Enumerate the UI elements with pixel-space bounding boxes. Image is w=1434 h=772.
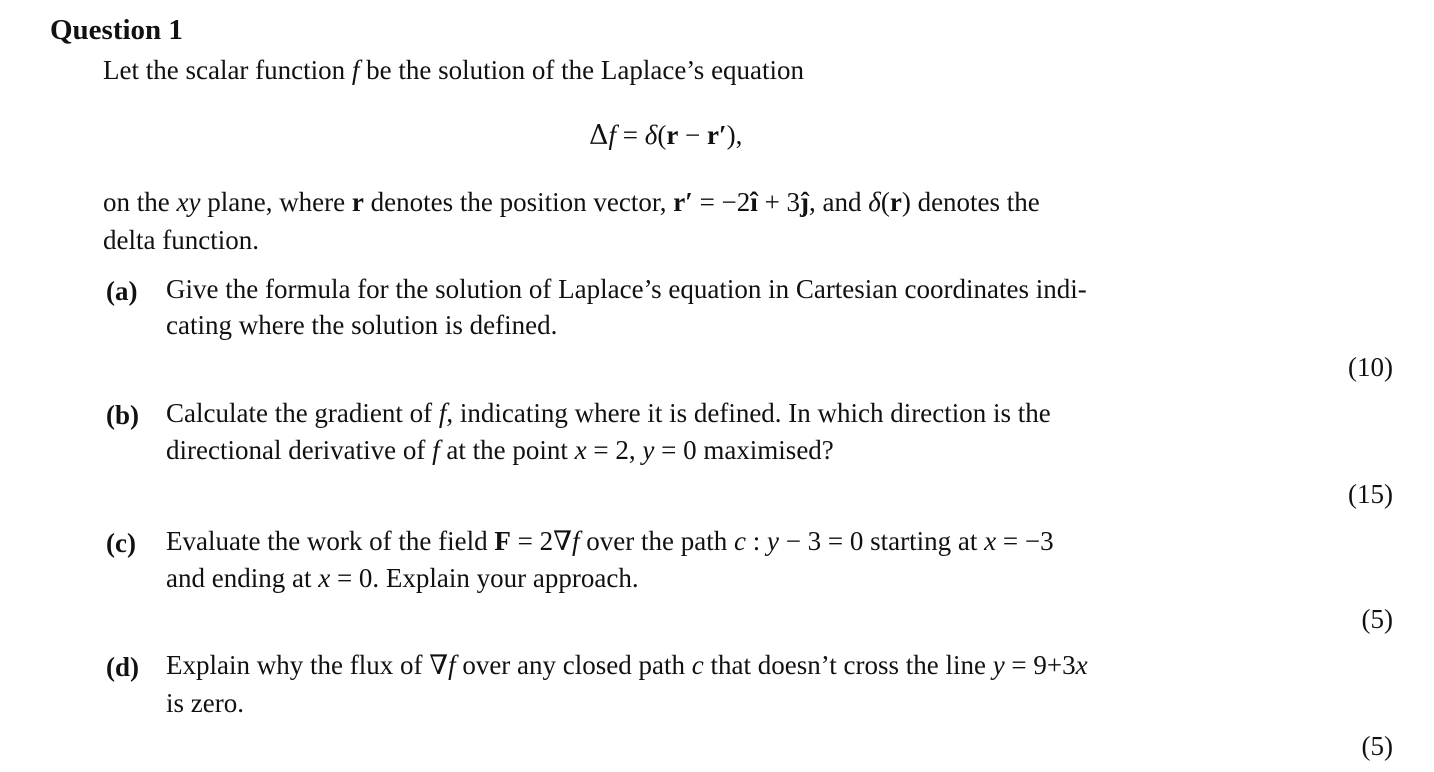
- d-l1a: Explain why the flux of ∇: [166, 650, 449, 680]
- c-x2: x: [318, 563, 331, 593]
- part-c-marks: (5): [1361, 604, 1393, 634]
- intro-text-pre: Let the scalar function: [103, 55, 352, 85]
- part-c-line-1: [166, 528, 1278, 555]
- ctx-rprime: r′: [673, 187, 693, 217]
- c-y: y: [766, 526, 779, 556]
- ctx-t3: denotes the position vector,: [363, 187, 674, 217]
- part-a-label: (a): [106, 276, 138, 306]
- c-l1c: over the path: [579, 526, 734, 556]
- c-l2a: and ending at: [166, 563, 319, 593]
- c-f: f: [571, 526, 580, 556]
- part-a-line-1: Give the formula for the solution of Laplace’s equation in Cartesian coordinates indi-: [166, 274, 1087, 304]
- d-c: c: [691, 650, 704, 680]
- d-f: f: [448, 650, 456, 680]
- ctx-t8: ) denotes the: [901, 187, 1040, 217]
- context-line-2: delta function.: [103, 225, 259, 255]
- ctx-delta: δ: [868, 187, 881, 217]
- laplace-equation: [589, 122, 742, 149]
- c-F: F: [494, 526, 511, 556]
- b-l2b: at the point: [439, 435, 575, 465]
- ctx-ihat: î: [750, 187, 758, 217]
- part-b-line-2: [166, 437, 834, 464]
- d-l1d: = 9+3: [1004, 650, 1076, 680]
- part-a-marks: (10): [1348, 352, 1393, 382]
- intro-f: f: [351, 55, 360, 85]
- intro-text-post: be the solution of the Laplace’s equation: [359, 55, 805, 85]
- part-d-label: (d): [106, 652, 139, 682]
- eq-laplacian: Δ: [589, 120, 609, 151]
- eq-rprime: r′: [707, 120, 727, 150]
- c-l1f: = −3: [996, 526, 1054, 556]
- ctx-t4: = −2: [692, 187, 751, 217]
- part-d-marks: (5): [1361, 731, 1393, 761]
- context-line-1: [103, 189, 1279, 216]
- d-y: y: [992, 650, 1005, 680]
- ctx-jhat: ĵ: [800, 187, 810, 217]
- ctx-t1: on the: [103, 187, 177, 217]
- question-title: Question 1: [50, 14, 183, 46]
- b-l2c: = 2,: [586, 435, 643, 465]
- b-f2: f: [432, 435, 440, 465]
- context-seg-1: [103, 189, 1040, 216]
- c-l1b: = 2∇: [510, 526, 572, 556]
- part-c-line-2: [166, 565, 639, 592]
- part-b-label: (b): [106, 400, 139, 430]
- part-d-line-1: [166, 652, 1278, 679]
- eq-f: f: [608, 120, 617, 150]
- ctx-t5: + 3: [757, 187, 801, 217]
- eq-r: r: [666, 120, 679, 150]
- b-l2d: = 0 maximised?: [654, 435, 834, 465]
- ctx-xy: xy: [176, 187, 201, 217]
- c-c: c: [733, 526, 746, 556]
- eq-close: ),: [726, 120, 743, 150]
- eq-minus: −: [678, 120, 708, 150]
- b-l1b: , indicating where it is defined. In which direction is the: [446, 398, 1051, 428]
- ctx-t6: , and: [809, 187, 869, 217]
- c-l1a: Evaluate the work of the field: [166, 526, 495, 556]
- b-x: x: [574, 435, 587, 465]
- ctx-t2: plane, where: [200, 187, 352, 217]
- ctx-r2: r: [889, 187, 902, 217]
- eq-delta: δ: [644, 120, 658, 150]
- b-f: f: [438, 398, 447, 428]
- b-l1a: Calculate the gradient of: [166, 398, 439, 428]
- c-l1d: :: [745, 526, 767, 556]
- part-c-label: (c): [106, 528, 136, 558]
- d-l1c: that doesn’t cross the line: [703, 650, 993, 680]
- d-x: x: [1075, 650, 1088, 680]
- part-b-marks: (15): [1348, 479, 1393, 509]
- part-b-line-1: [166, 400, 1278, 427]
- part-d-line-2: is zero.: [166, 688, 244, 718]
- c-l2b: = 0. Explain your approach.: [330, 563, 639, 593]
- b-y: y: [642, 435, 655, 465]
- c-l1e: − 3 = 0 starting at: [778, 526, 985, 556]
- eq-open: (: [657, 120, 667, 150]
- intro-line: [103, 57, 804, 84]
- b-l2a: directional derivative of: [166, 435, 433, 465]
- ctx-t7: (: [880, 187, 890, 217]
- c-x: x: [984, 526, 997, 556]
- ctx-r: r: [351, 187, 364, 217]
- d-l1b: over any closed path: [455, 650, 692, 680]
- part-a-line-2: cating where the solution is defined.: [166, 310, 558, 340]
- eq-equals: =: [616, 120, 645, 150]
